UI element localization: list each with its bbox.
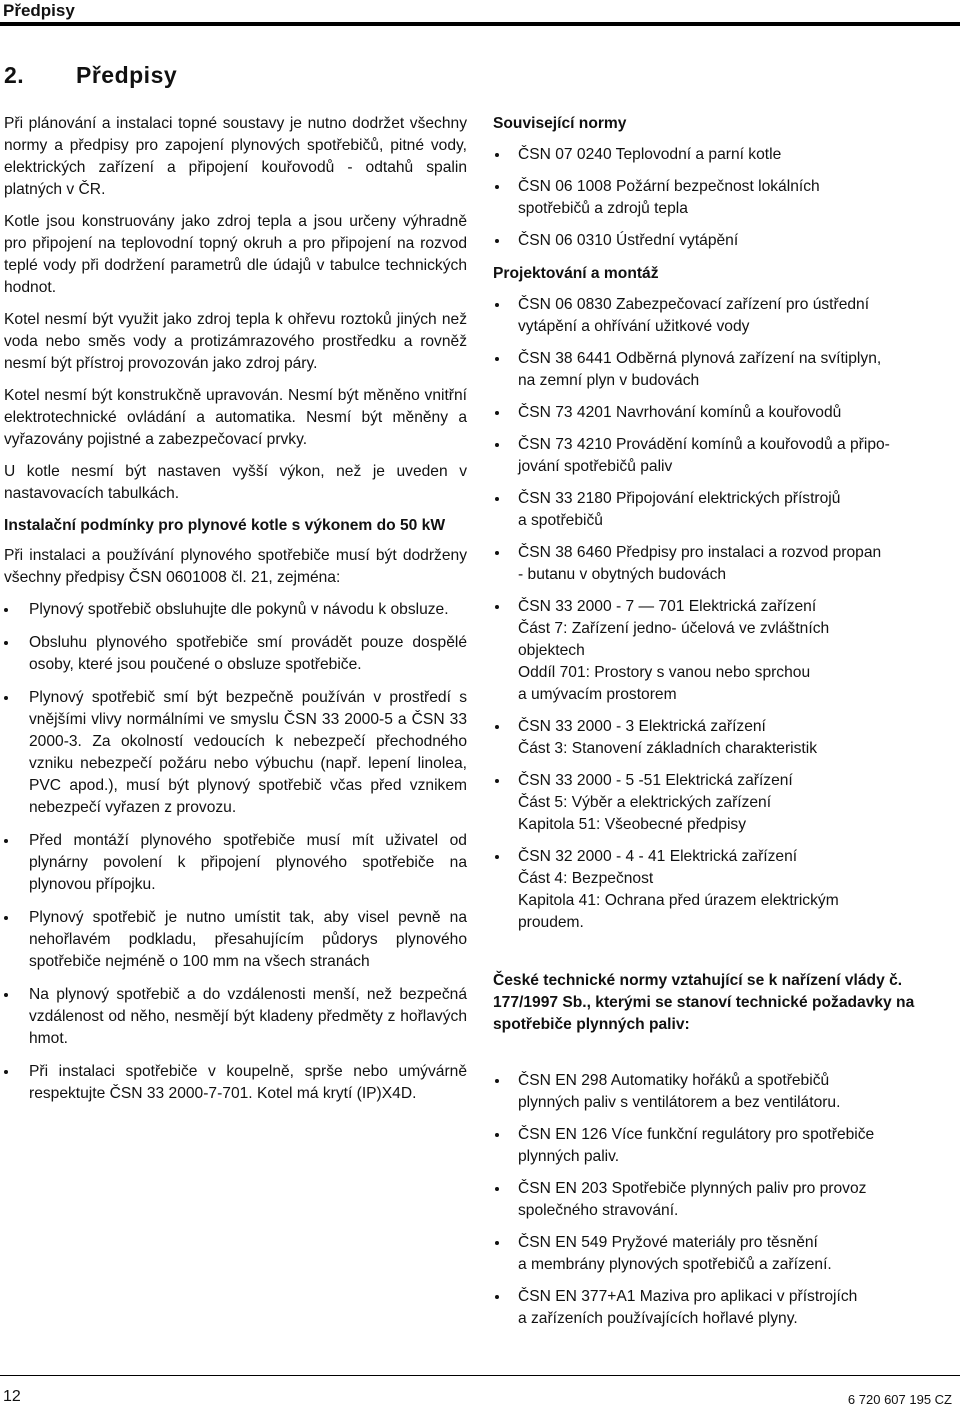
- norm-item-line: ČSN 07 0240 Teplovodní a parní kotle: [518, 146, 782, 163]
- section-title: Předpisy: [76, 62, 178, 88]
- norm-item-line: Část 3: Stanovení základních charakteristik: [518, 740, 818, 757]
- norm-item: [493, 348, 958, 392]
- installation-conditions-list: [4, 599, 467, 1105]
- norm-item-line: ČSN 06 1008 Požární bezpečnost lokálních: [518, 178, 820, 195]
- paragraph-modification: Kotel nesmí být konstrukčně upravován. Nesmí být měněno vnitřní elektrotechnické ovládání a automatika. Nesmí být měněny a vyřazovány pojistné a zabezpečovací prvky.: [4, 387, 467, 448]
- bullet-icon: [4, 641, 8, 645]
- bullet-icon: [495, 605, 499, 609]
- norm-item-line: Část 5: Výběr a elektrických zařízení: [518, 794, 772, 811]
- norm-item-line: ČSN 73 4201 Navrhování komínů a kouřovodů: [518, 404, 842, 421]
- bullet-icon: [495, 303, 499, 307]
- bullet-icon: [4, 993, 8, 997]
- list-item: [4, 830, 467, 896]
- bullet-icon: [495, 239, 499, 243]
- bullet-icon: [495, 1241, 499, 1245]
- running-header: [0, 0, 960, 26]
- bullet-icon: [495, 497, 499, 501]
- list-item-text: Plynový spotřebič obsluhujte dle pokynů v návodu k obsluze.: [29, 601, 449, 618]
- bullet-icon: [495, 153, 499, 157]
- norm-item-line: na zemní plyn v budovách: [518, 372, 700, 389]
- list-item: [4, 984, 467, 1050]
- norm-item: [493, 434, 958, 478]
- installation-heading: Instalační podmínky pro plynové kotle s výkonem do 50 kW: [4, 517, 446, 534]
- document-number: 6 720 607 195 CZ: [847, 1392, 952, 1407]
- related-norms-heading: Související normy: [493, 115, 627, 132]
- list-item-text: Plynový spotřebič smí být bezpečně používán v prostředí s vnějšími vlivy normálními ve smyslu ČSN 33 2000-5 a ČSN 33 2000-3. Za okolností vedoucích k nebezpečí přechodného vzniku nebezpečí požáru nebo výbuchu (např. lepení linolea, PVC apod.), musí být plynový spotřebič včas před vznikem nebezpečí vyřazen z provozu.: [29, 689, 467, 816]
- norm-item-line: plynných paliv.: [518, 1148, 620, 1165]
- czech-norms-heading: České technické normy vztahující se k nařízení vlády č. 177/1997 Sb., kterými se stanoví technické požadavky na spotřebiče plynných paliv:: [493, 972, 915, 1033]
- running-header-title: Předpisy: [3, 1, 75, 20]
- bullet-icon: [495, 1079, 499, 1083]
- paragraph-intro: Při plánování a instalaci topné soustavy je nutno dodržet všechny normy a předpisy pro zapojení plynových spotřebičů, pitné vody, elektrických zařízení a připojení kouřovodů - odtahů spalin platných v ČR.: [4, 115, 467, 198]
- bullet-icon: [495, 1295, 499, 1299]
- related-norms-list: [493, 144, 958, 252]
- bullet-icon: [495, 551, 499, 555]
- norm-item-line: jování spotřebičů paliv: [518, 458, 673, 475]
- norm-item-line: ČSN 38 6460 Předpisy pro instalaci a rozvod propan: [518, 544, 882, 561]
- norm-item-line: ČSN EN 549 Pryžové materiály pro těsnění: [518, 1234, 818, 1251]
- norm-item-line: ČSN EN 126 Více funkční regulátory pro spotřebiče: [518, 1126, 875, 1143]
- bullet-icon: [495, 1133, 499, 1137]
- norm-item: [493, 716, 958, 760]
- norm-item-line: společného stravování.: [518, 1202, 679, 1219]
- norm-item: [493, 294, 958, 338]
- norm-item: [493, 488, 958, 532]
- bullet-icon: [495, 1187, 499, 1191]
- list-item-text: Před montáží plynového spotřebiče musí mít uživatel od plynárny povolení k připojení plynového spotřebiče na plynovou přípojku.: [29, 832, 467, 893]
- bullet-icon: [495, 185, 499, 189]
- norm-item-line: ČSN EN 203 Spotřebiče plynných paliv pro provoz: [518, 1180, 867, 1197]
- bullet-icon: [495, 725, 499, 729]
- design-installation-heading: Projektování a montáž: [493, 265, 659, 282]
- norm-item: [493, 1232, 958, 1276]
- list-item-text: Plynový spotřebič je nutno umístit tak, aby visel pevně na nehořlavém podkladu, přesahujícím půdorys plynového spotřebiče nejméně o 100 mm na všech stranách: [29, 909, 467, 970]
- norm-item-line: Kapitola 41: Ochrana před úrazem elektrickým: [518, 892, 839, 909]
- list-item-text: Při instalaci spotřebiče v koupelně, sprše nebo umývárně respektujte ČSN 33 2000-7-701. Kotel má krytí (IP)X4D.: [29, 1063, 467, 1102]
- norm-item-line: Část 4: Bezpečnost: [518, 870, 654, 887]
- list-item: [4, 1061, 467, 1105]
- norm-item-line: Oddíl 701: Prostory s vanou nebo sprchou: [518, 664, 811, 681]
- norm-item-line: spotřebičů a zdrojů tepla: [518, 200, 688, 217]
- norm-item: [493, 1124, 958, 1168]
- list-item-text: Na plynový spotřebič a do vzdálenosti menší, než bezpečná vzdálenost od něho, nesmějí být kladeny předměty z hořlavých hmot.: [29, 986, 467, 1047]
- norm-item-line: a zařízeních používajících hořlavé plyny.: [518, 1310, 798, 1327]
- page-number: 12: [3, 1388, 21, 1405]
- norm-item-line: ČSN 33 2000 - 3 Elektrická zařízení: [518, 718, 766, 735]
- norm-item-line: ČSN 06 0310 Ústřední vytápění: [518, 232, 739, 249]
- bullet-icon: [495, 443, 499, 447]
- norm-item: [493, 596, 958, 706]
- bullet-icon: [4, 1070, 8, 1074]
- norm-item-line: ČSN 32 2000 - 4 - 41 Elektrická zařízení: [518, 848, 798, 865]
- bullet-icon: [4, 696, 8, 700]
- list-item: [4, 907, 467, 973]
- norm-item-line: ČSN 33 2000 - 7 — 701 Elektrická zařízení: [518, 598, 817, 615]
- bullet-icon: [495, 357, 499, 361]
- norm-item: [493, 1178, 958, 1222]
- norm-item: [493, 230, 958, 252]
- norm-item: [493, 542, 958, 586]
- bullet-icon: [495, 411, 499, 415]
- right-column: [493, 113, 958, 1341]
- norm-item-line: ČSN 73 4210 Provádění komínů a kouřovodů a připo-: [518, 436, 890, 453]
- paragraph-usage: Kotle jsou konstruovány jako zdroj tepla a jsou určeny výhradně pro připojení na teplovodní topný okruh a pro připojení na rozvod teplé vody při dodržení parametrů dle údajů v tabulce technických hodnot.: [4, 213, 467, 296]
- list-item: [4, 632, 467, 676]
- bullet-icon: [4, 608, 8, 612]
- footer-rule: [0, 1375, 960, 1376]
- left-column: [4, 113, 467, 1116]
- section-heading: [4, 60, 177, 90]
- paragraph-regulations: Při instalaci a používání plynového spotřebiče musí být dodrženy všechny předpisy ČSN 0601008 čl. 21, zejména:: [4, 547, 467, 586]
- norm-item-line: ČSN 33 2180 Připojování elektrických přístrojů: [518, 490, 841, 507]
- norm-item: [493, 1286, 958, 1330]
- bullet-icon: [4, 916, 8, 920]
- norm-item-line: a umývacím prostorem: [518, 686, 677, 703]
- norm-item-line: - butanu v obytných budovách: [518, 566, 727, 583]
- norm-item: [493, 770, 958, 836]
- norm-item-line: ČSN 33 2000 - 5 -51 Elektrická zařízení: [518, 772, 793, 789]
- norm-item-line: ČSN 06 0830 Zabezpečovací zařízení pro ústřední: [518, 296, 870, 313]
- bullet-icon: [4, 839, 8, 843]
- norm-item-line: a membrány plynových spotřebičů a zařízení.: [518, 1256, 832, 1273]
- norm-item-line: vytápění a ohřívání užitkové vody: [518, 318, 750, 335]
- norm-item-line: Kapitola 51: Všeobecné předpisy: [518, 816, 746, 833]
- list-item: [4, 687, 467, 819]
- bullet-icon: [495, 855, 499, 859]
- list-item: [4, 599, 467, 621]
- design-installation-list: [493, 294, 958, 934]
- bullet-icon: [495, 779, 499, 783]
- norm-item-line: ČSN 38 6441 Odběrná plynová zařízení na svítiplyn,: [518, 350, 882, 367]
- norm-item: [493, 846, 958, 934]
- czech-norms-list: [493, 1070, 958, 1330]
- norm-item: [493, 176, 958, 220]
- list-item-text: Obsluhu plynového spotřebiče smí provádět pouze dospělé osoby, které jsou poučené o obsluze spotřebiče.: [29, 634, 467, 673]
- norm-item-line: a spotřebičů: [518, 512, 603, 529]
- norm-item: [493, 1070, 958, 1114]
- norm-item-line: Část 7: Zařízení jedno- účelová ve zvláštních: [518, 620, 830, 637]
- norm-item-line: objektech: [518, 642, 585, 659]
- norm-item: [493, 144, 958, 166]
- paragraph-restriction: Kotel nesmí být využit jako zdroj tepla k ohřevu roztoků jiných než voda nebo směs vody a protizámrazového prostředku a rovněž nesmí být přístroj provozován jako zdroj páry.: [4, 311, 467, 372]
- norm-item: [493, 402, 958, 424]
- section-number: 2.: [4, 62, 25, 88]
- norm-item-line: ČSN EN 377+A1 Maziva pro aplikaci v přístrojích: [518, 1288, 858, 1305]
- norm-item-line: proudem.: [518, 914, 584, 931]
- norm-item-line: ČSN EN 298 Automatiky hořáků a spotřebičů: [518, 1072, 830, 1089]
- norm-item-line: plynných paliv s ventilátorem a bez ventilátoru.: [518, 1094, 841, 1111]
- paragraph-output: U kotle nesmí být nastaven vyšší výkon, než je uveden v nastavovacích tabulkách.: [4, 463, 467, 502]
